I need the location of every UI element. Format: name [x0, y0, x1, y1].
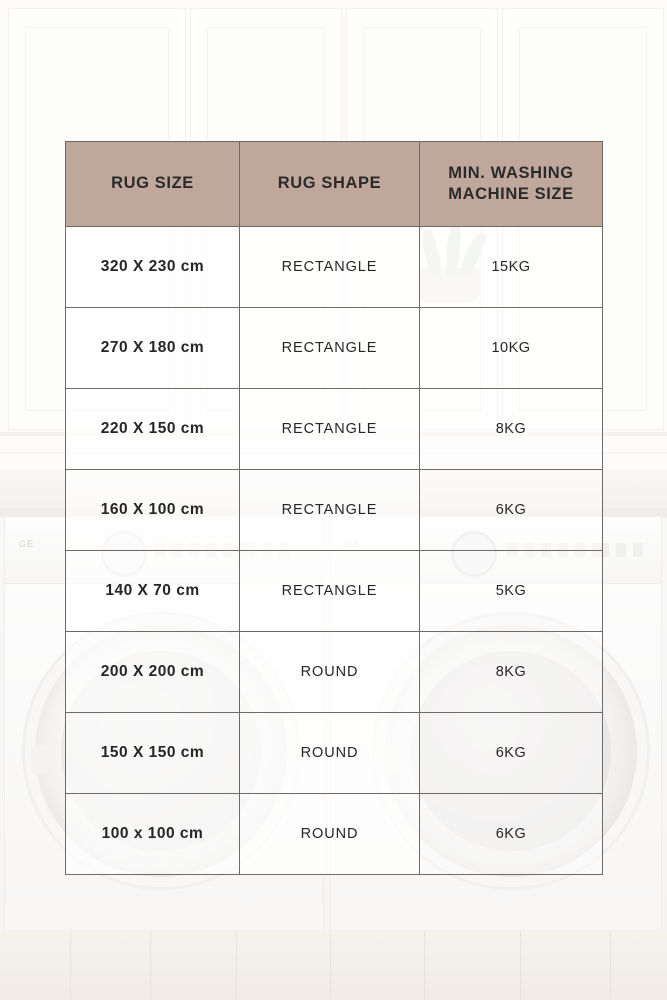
table-row — [66, 470, 603, 551]
table-header-row — [66, 142, 603, 227]
cell-rug-shape: ROUND — [240, 713, 420, 794]
cell-machine-size: 6KG — [420, 470, 603, 551]
cell-machine-size: 15KG — [420, 227, 603, 308]
column-header-rug-size: RUG SIZE — [66, 142, 240, 227]
cell-rug-shape: RECTANGLE — [240, 470, 420, 551]
cell-rug-shape: RECTANGLE — [240, 389, 420, 470]
cell-rug-shape: ROUND — [240, 632, 420, 713]
cell-machine-size: 6KG — [420, 713, 603, 794]
rug-size-table — [65, 141, 603, 875]
table-row — [66, 308, 603, 389]
cell-rug-shape: RECTANGLE — [240, 227, 420, 308]
rug-size-table-wrapper — [65, 141, 602, 875]
cell-machine-size: 8KG — [420, 389, 603, 470]
table-row — [66, 713, 603, 794]
cell-rug-size: 270 X 180 cm — [66, 308, 240, 389]
cell-rug-size: 140 X 70 cm — [66, 551, 240, 632]
column-header-machine-size: MIN. WASHING MACHINE SIZE — [420, 142, 603, 227]
table-row — [66, 794, 603, 875]
cell-rug-shape: RECTANGLE — [240, 551, 420, 632]
cell-machine-size: 5KG — [420, 551, 603, 632]
cell-rug-size: 100 x 100 cm — [66, 794, 240, 875]
cell-rug-size: 200 X 200 cm — [66, 632, 240, 713]
cell-rug-size: 160 X 100 cm — [66, 470, 240, 551]
cell-rug-size: 320 X 230 cm — [66, 227, 240, 308]
table-row — [66, 551, 603, 632]
cell-machine-size: 10KG — [420, 308, 603, 389]
table-row — [66, 632, 603, 713]
cell-rug-size: 150 X 150 cm — [66, 713, 240, 794]
table-row — [66, 389, 603, 470]
table-row — [66, 227, 603, 308]
cell-machine-size: 6KG — [420, 794, 603, 875]
cell-rug-shape: ROUND — [240, 794, 420, 875]
cell-rug-size: 220 X 150 cm — [66, 389, 240, 470]
cell-machine-size: 8KG — [420, 632, 603, 713]
cell-rug-shape: RECTANGLE — [240, 308, 420, 389]
machine-brand-left: GE — [19, 539, 35, 549]
column-header-rug-shape: RUG SHAPE — [240, 142, 420, 227]
